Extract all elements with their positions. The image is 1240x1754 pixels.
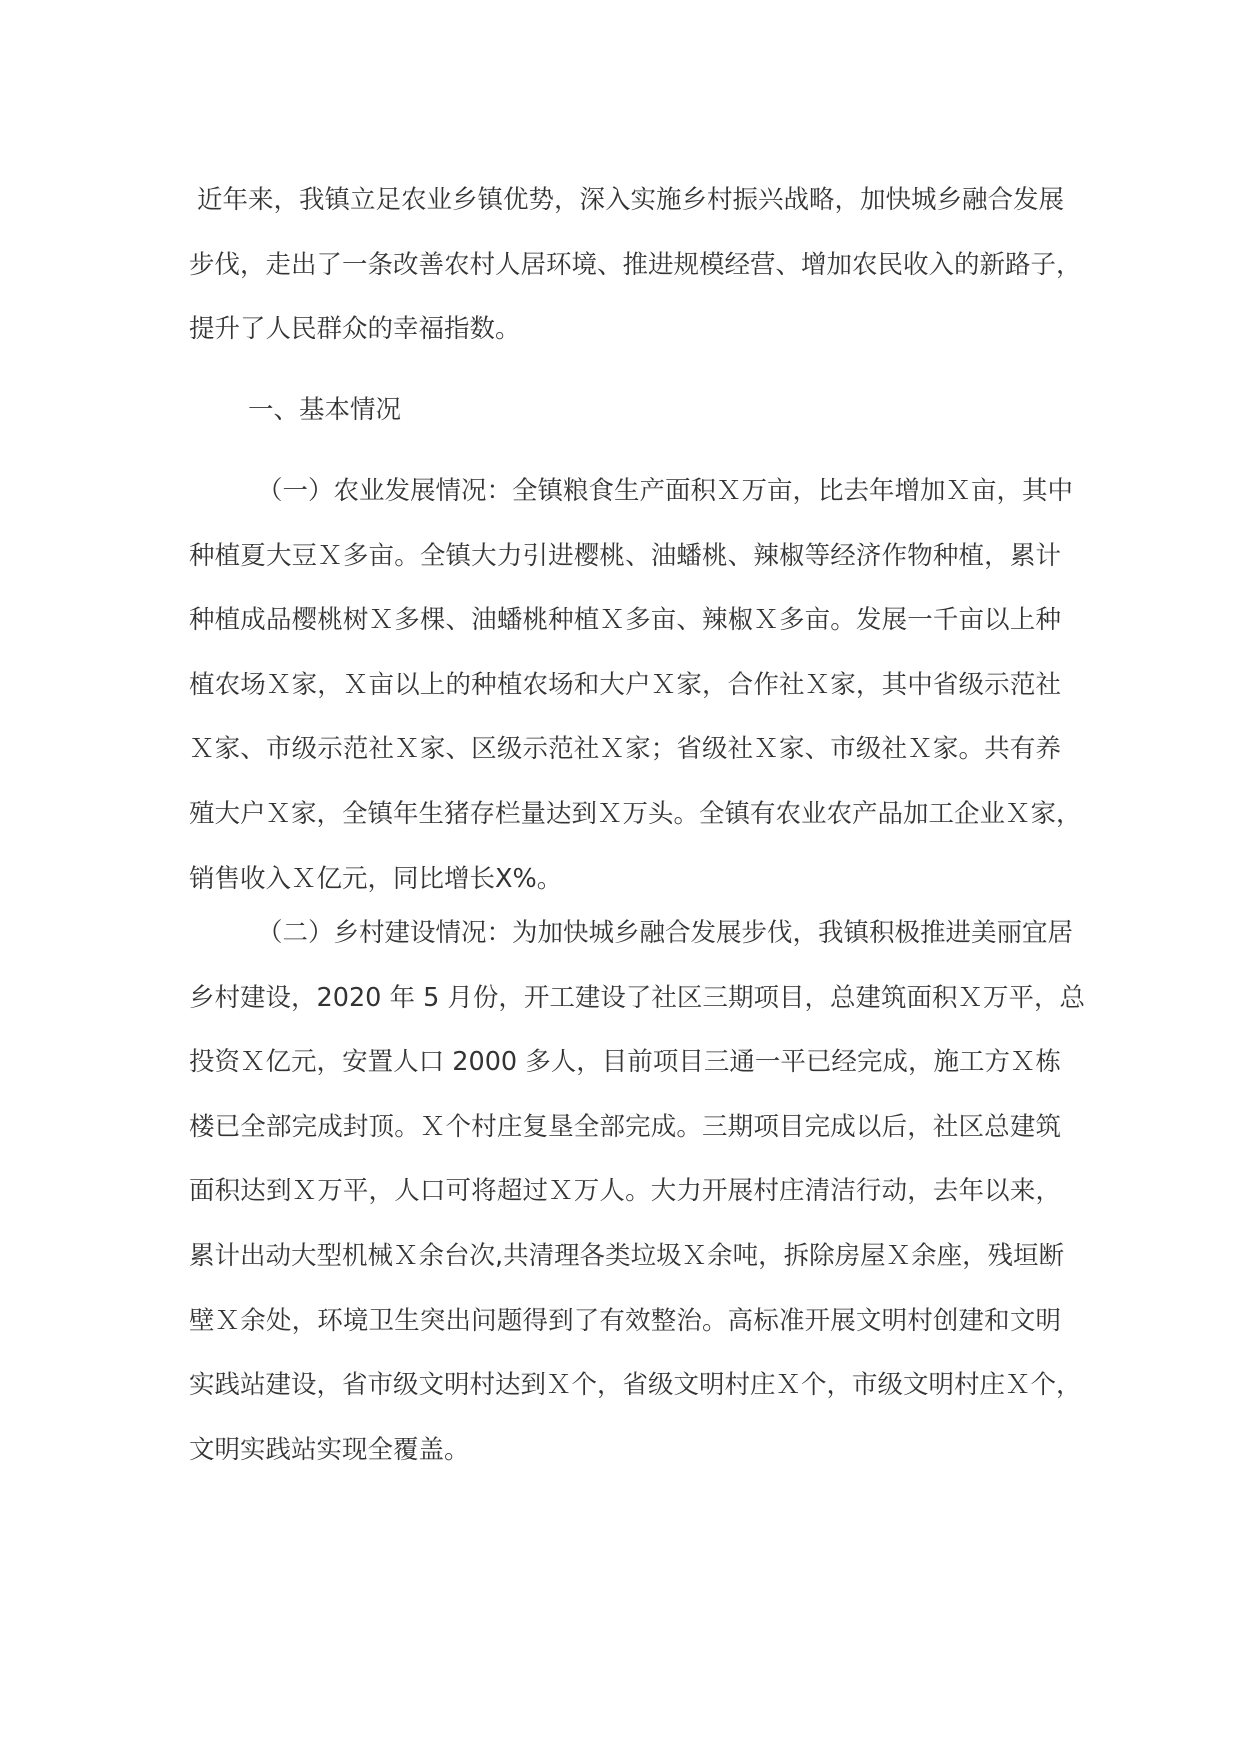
village-paragraph bbox=[189, 901, 1085, 1482]
text-line: 投资Ｘ亿元，安置人口 2000 多人，目前项目三通一平已经完成，施工方Ｘ栋 bbox=[189, 1047, 1061, 1078]
text-line: 楼已全部完成封顶。Ｘ个村庄复垦全部完成。三期项目完成以后，社区总建筑 bbox=[189, 1111, 1061, 1142]
text-line: 近年来，我镇立足农业乡镇优势，深入实施乡村振兴战略，加快城乡融合发展 bbox=[197, 185, 1065, 215]
text-line: 壁Ｘ余处，环境卫生突出问题得到了有效整治。高标准开展文明村创建和文明 bbox=[189, 1305, 1061, 1336]
text-line: 文明实践站实现全覆盖。 bbox=[189, 1434, 470, 1465]
text-line: 乡村建设，2020 年 5 月份，开工建设了社区三期项目，总建筑面积Ｘ万平，总 bbox=[189, 982, 1085, 1013]
text-line: 销售收入Ｘ亿元，同比增长X%。 bbox=[189, 863, 563, 894]
text-line: 累计出动大型机械Ｘ余台次,共清理各类垃圾Ｘ余吨，拆除房屋Ｘ余座，残垣断 bbox=[189, 1240, 1065, 1271]
section-heading bbox=[189, 378, 1061, 443]
text-line: （一）农业发展情况：全镇粮食生产面积Ｘ万亩，比去年增加Ｘ亩，其中 bbox=[257, 476, 1074, 506]
text-line: 植农场Ｘ家，Ｘ亩以上的种植农场和大户Ｘ家，合作社Ｘ家，其中省级示范社 bbox=[189, 669, 1061, 700]
heading-basic-situation: 一、基本情况 bbox=[248, 395, 402, 425]
text-line: 面积达到Ｘ万平，人口可将超过Ｘ万人。大力开展村庄清洁行动，去年以来， bbox=[189, 1176, 1061, 1207]
text-line: 实践站建设，省市级文明村达到Ｘ个，省级文明村庄Ｘ个，市级文明村庄Ｘ个， bbox=[189, 1370, 1082, 1401]
text-line: Ｘ家、市级示范社Ｘ家、区级示范社Ｘ家；省级社Ｘ家、市级社Ｘ家。共有养 bbox=[189, 734, 1061, 765]
intro-paragraph bbox=[189, 168, 1082, 362]
text-line: 步伐，走出了一条改善农村人居环境、推进规模经营、增加农民收入的新路子， bbox=[189, 249, 1082, 280]
text-line: 种植成品樱桃树Ｘ多棵、油蟠桃种植Ｘ多亩、辣椒Ｘ多亩。发展一千亩以上种 bbox=[189, 605, 1061, 636]
text-line: 殖大户Ｘ家，全镇年生猪存栏量达到Ｘ万头。全镇有农业农产品加工企业Ｘ家， bbox=[189, 798, 1082, 829]
text-line: （二）乡村建设情况：为加快城乡融合发展步伐，我镇积极推进美丽宜居 bbox=[257, 918, 1074, 948]
text-line: 提升了人民群众的幸福指数。 bbox=[189, 314, 521, 345]
text-line: 种植夏大豆Ｘ多亩。全镇大力引进樱桃、油蟠桃、辣椒等经济作物种植，累计 bbox=[189, 540, 1061, 571]
agriculture-paragraph bbox=[189, 459, 1082, 911]
